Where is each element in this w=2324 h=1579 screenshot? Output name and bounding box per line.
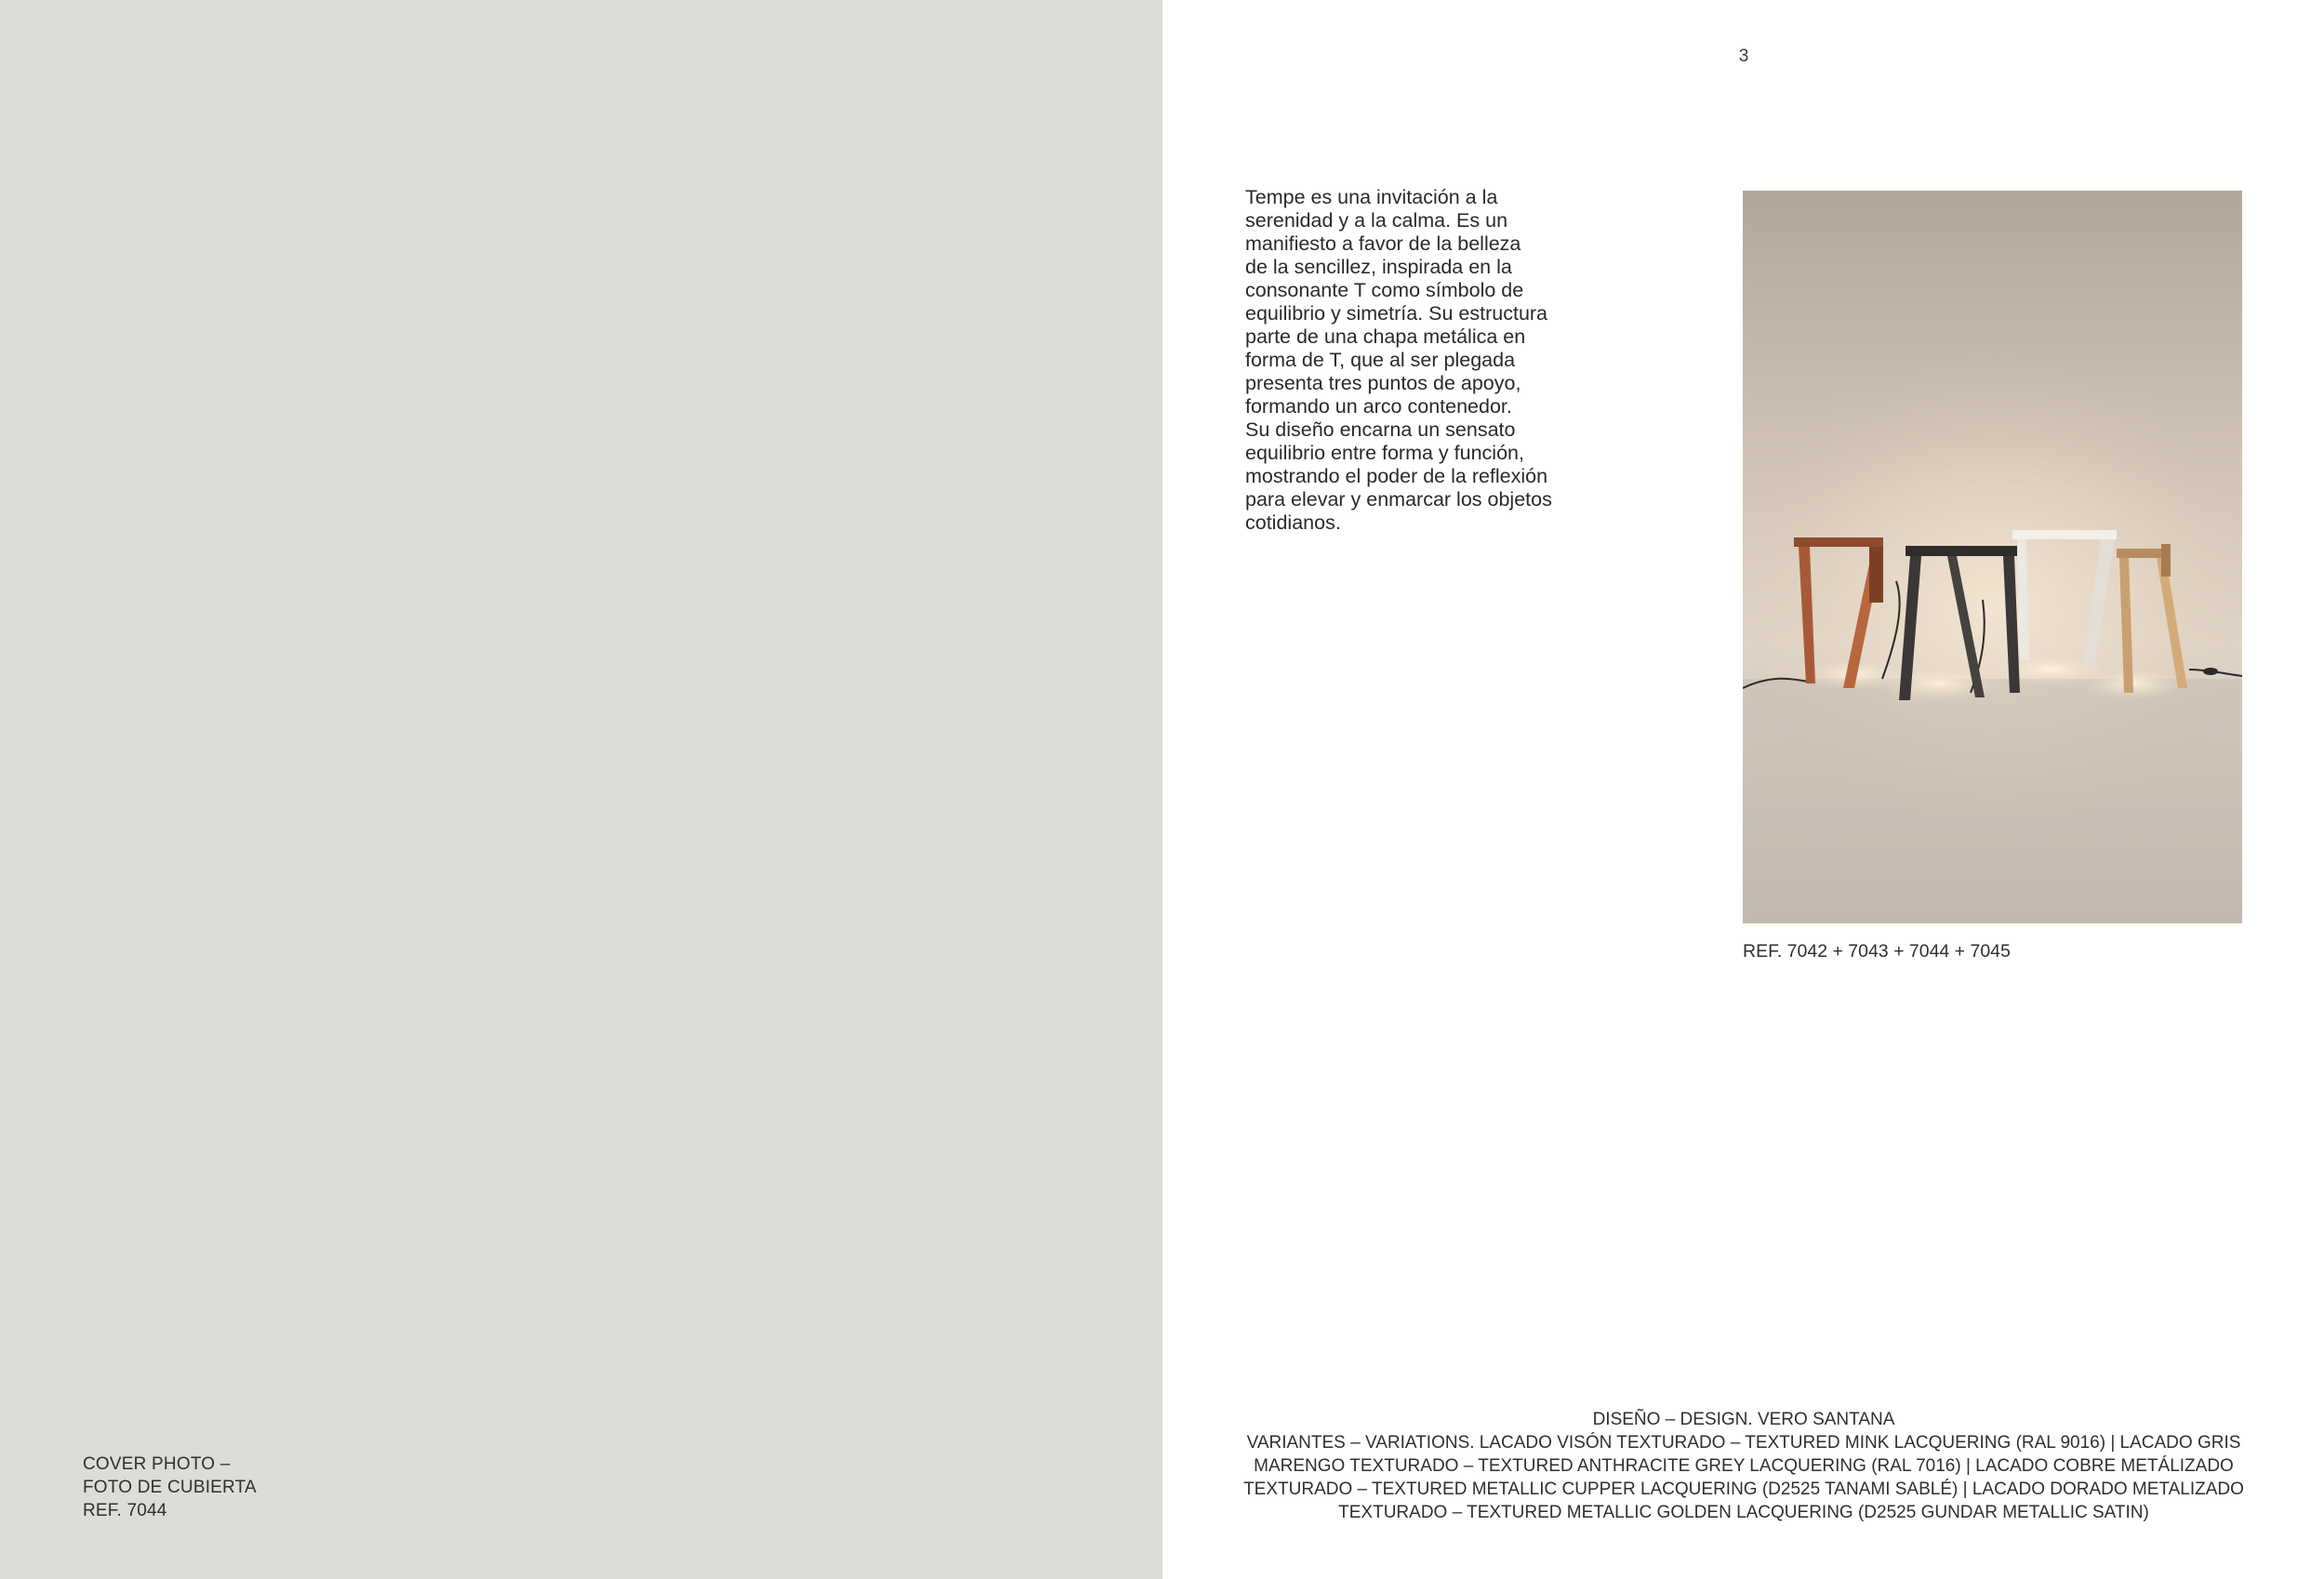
intro-line: mostrando el poder de la reflexión	[1245, 465, 1548, 487]
intro-line: Su diseño encarna un sensato	[1245, 418, 1516, 441]
cover-caption-line: COVER PHOTO –	[83, 1454, 231, 1474]
intro-line: serenidad y a la calma. Es un	[1245, 209, 1508, 232]
table-lamps-photo-icon	[1743, 191, 2242, 923]
intro-line: de la sencillez, inspirada en la	[1245, 256, 1512, 278]
intro-line: forma de T, que al ser plegada	[1245, 349, 1516, 371]
photo-caption: REF. 7042 + 7043 + 7044 + 7045	[1743, 941, 2011, 962]
intro-line: equilibrio y simetría. Su estructura	[1245, 302, 1548, 325]
credits-line: TEXTURADO – TEXTURED METALLIC CUPPER LACQUERING (D2525 TANAMI SABLÉ) | LACADO DORADO METALIZADO	[1243, 1479, 2244, 1499]
design-credits	[1237, 1408, 2251, 1524]
intro-line: Tempe es una invitación a la	[1245, 186, 1498, 208]
credits-line: TEXTURADO – TEXTURED METALLIC GOLDEN LACQUERING (D2525 GUNDAR METALLIC SATIN)	[1338, 1503, 2149, 1522]
intro-line: consonante T como símbolo de	[1245, 279, 1524, 301]
intro-line: equilibrio entre forma y función,	[1245, 442, 1524, 464]
cover-caption	[83, 1453, 257, 1522]
intro-paragraph	[1245, 186, 1580, 535]
intro-line: manifiesto a favor de la belleza	[1245, 232, 1521, 255]
credits-line: MARENGO TEXTURADO – TEXTURED ANTHRACITE GREY LACQUERING (RAL 7016) | LACADO COBRE METÁLIZADO	[1254, 1456, 2234, 1476]
intro-line: cotidianos.	[1245, 511, 1341, 534]
product-photo	[1743, 191, 2242, 923]
intro-line: formando un arco contenedor.	[1245, 395, 1512, 418]
intro-line: presenta tres puntos de apoyo,	[1245, 372, 1521, 394]
cover-caption-line: FOTO DE CUBIERTA	[83, 1478, 257, 1497]
intro-line: parte de una chapa metálica en	[1245, 325, 1526, 348]
credits-line: VARIANTES – VARIATIONS. LACADO VISÓN TEXTURADO – TEXTURED MINK LACQUERING (RAL 9016) | LACADO GRIS	[1246, 1433, 2241, 1453]
intro-line: para elevar y enmarcar los objetos	[1245, 488, 1552, 511]
cover-caption-line: REF. 7044	[83, 1501, 167, 1520]
credits-line: DISEÑO – DESIGN. VERO SANTANA	[1592, 1410, 1895, 1429]
page-number: 3	[1738, 46, 1749, 66]
